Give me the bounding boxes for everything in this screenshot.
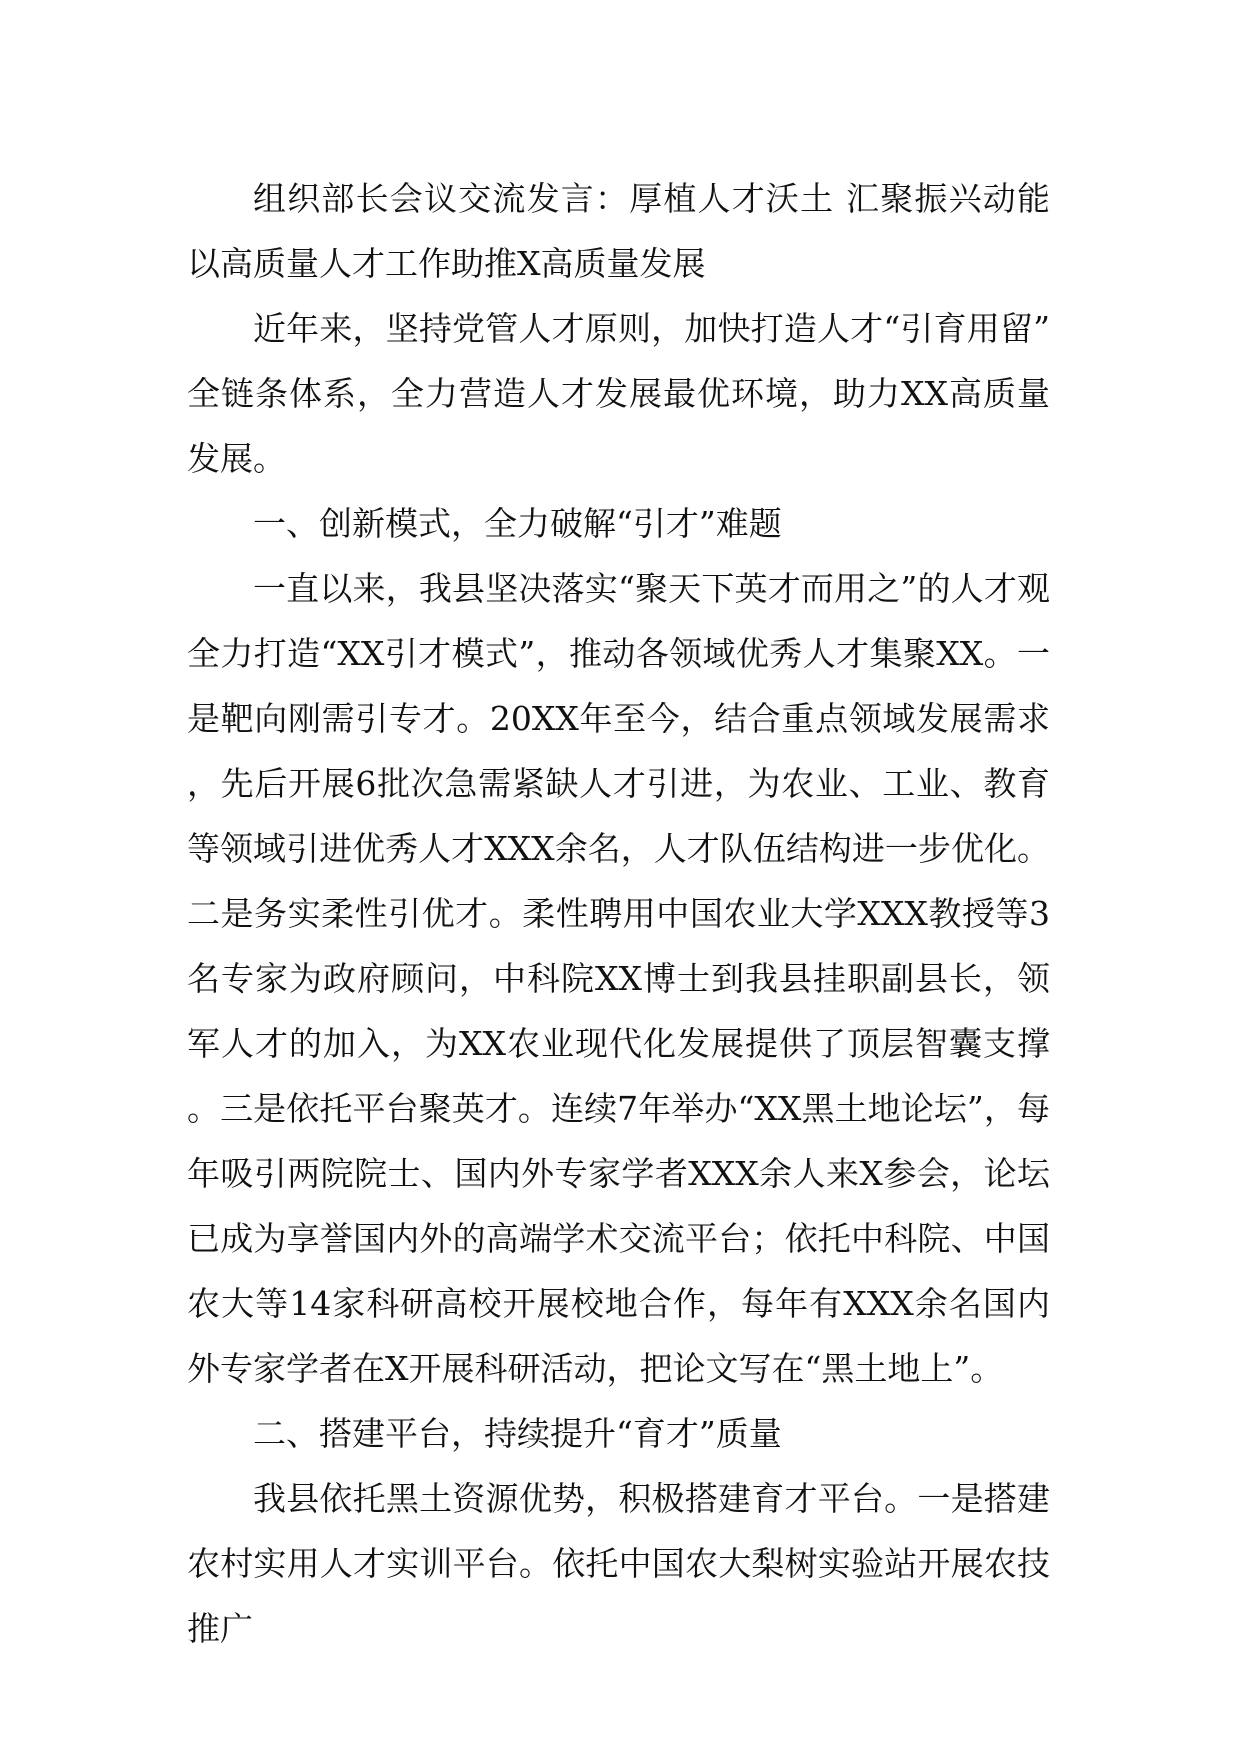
section-2-paragraph: 我县依托黑土资源优势，积极搭建育才平台。一是搭建农村实用人才实训平台。依托中国农大梨树实验站开展农技推广 bbox=[187, 1479, 1050, 1648]
section-1-paragraph: 一直以来，我县坚决落实“聚天下英才而用之”的人才观全力打造“XX引才模式”，推动各领域优秀人才集聚XX。一是靶向刚需引专才。20XX年至今，结合重点领域发展需求，先后开展6批次急需紧缺人才引进，为农业、工业、教育等领域引进优秀人才XXX余名，人才队伍结构进一步优化。二是务实柔性引优才。柔性聘用中国农业大学XXX教授等3名专家为政府顾问，中科院XX博士到我县挂职副县长，领军人才的加入，为XX农业现代化发展提供了顶层智囊支撑。三是依托平台聚英才。连续7年举办“XX黑土地论坛”，每年吸引两院院士、国内外专家学者XXX余人来X参会，论坛已成为享誉国内外的高端学术交流平台；依托中科院、中国农大等14家科研高校开展校地合作，每年有XXX余名国内外专家学者在X开展科研活动，把论文写在“黑土地上”。 bbox=[187, 569, 1050, 1388]
intro-paragraph: 近年来，坚持党管人才原则，加快打造人才“引育用留”全链条体系，全力营造人才发展最优环境，助力XX高质量发展。 bbox=[187, 309, 1050, 478]
section-1-heading: 一、创新模式，全力破解“引才”难题 bbox=[253, 504, 782, 543]
section-2-heading: 二、搭建平台，持续提升“育才”质量 bbox=[253, 1414, 782, 1453]
document-body bbox=[187, 166, 1050, 1661]
document-title: 组织部长会议交流发言：厚植人才沃土 汇聚振兴动能 以高质量人才工作助推X高质量发展 bbox=[187, 179, 1050, 283]
